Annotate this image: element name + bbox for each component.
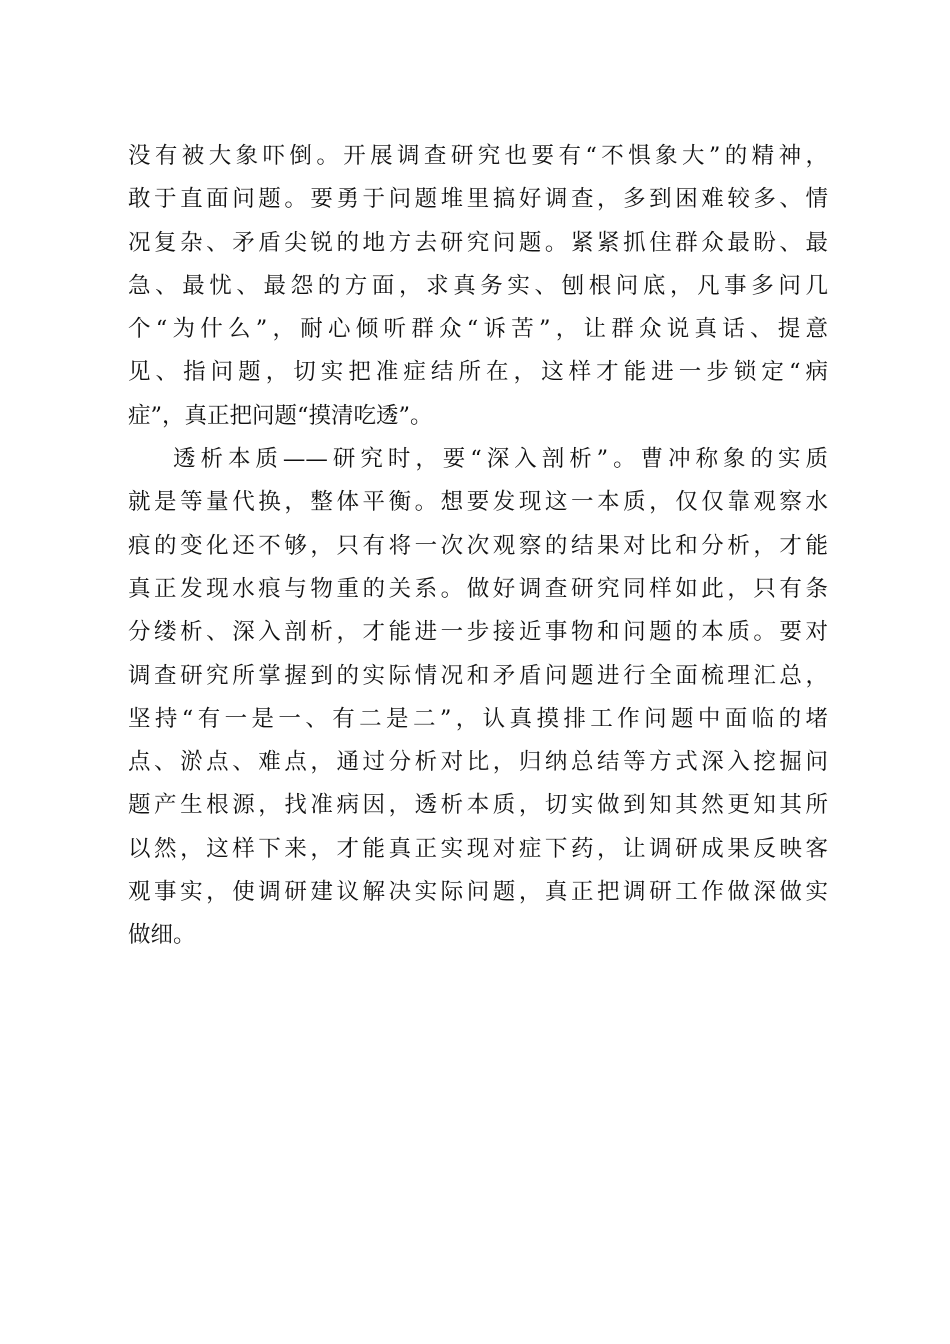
paragraph-continuation [128, 135, 828, 438]
text-line: 点、淤点、难点，通过分析对比，归纳总结等方式深入挖掘问 [128, 749, 828, 776]
text-line: 个“为什么”，耐心倾听群众“诉苦”，让群众说真话、提意 [128, 316, 828, 343]
text-line: 做细。 [128, 922, 196, 949]
text-line: 真正发现水痕与物重的关系。做好调查研究同样如此，只有条 [128, 575, 828, 602]
text-line: 坚持“有一是一、有二是二”，认真摸排工作问题中面临的堵 [128, 705, 828, 732]
text-line: 分缕析、深入剖析，才能进一步接近事物和问题的本质。要对 [128, 619, 828, 646]
text-line: 题产生根源，找准病因，透析本质，切实做到知其然更知其所 [128, 792, 828, 819]
text-line: 敢于直面问题。要勇于问题堆里搞好调查，多到困难较多、情 [128, 186, 828, 213]
text-line: 急、最忧、最怨的方面，求真务实、刨根问底，凡事多问几 [128, 272, 828, 299]
text-line: 观事实，使调研建议解决实际问题，真正把调研工作做深做实 [128, 879, 828, 906]
paragraph-analyze-essence [128, 438, 828, 958]
text-line: 痕的变化还不够，只有将一次次观察的结果对比和分析，才能 [128, 532, 828, 559]
text-line: 以然，这样下来，才能真正实现对症下药，让调研成果反映客 [128, 835, 828, 862]
text-line: 见、指问题，切实把准症结所在，这样才能进一步锁定“病 [128, 359, 828, 386]
text-line: 症”，真正把问题“摸清吃透”。 [128, 402, 433, 429]
text-line: 况复杂、矛盾尖锐的地方去研究问题。紧紧抓住群众最盼、最 [128, 229, 828, 256]
body-text [128, 135, 828, 958]
text-line: 就是等量代换，整体平衡。想要发现这一本质，仅仅靠观察水 [128, 489, 828, 516]
text-line: 没有被大象吓倒。开展调查研究也要有“不惧象大”的精神， [128, 143, 828, 169]
text-line: 调查研究所掌握到的实际情况和矛盾问题进行全面梳理汇总， [128, 662, 828, 689]
text-line-first: 透析本质——研究时，要“深入剖析”。曹冲称象的实质 [173, 446, 828, 473]
